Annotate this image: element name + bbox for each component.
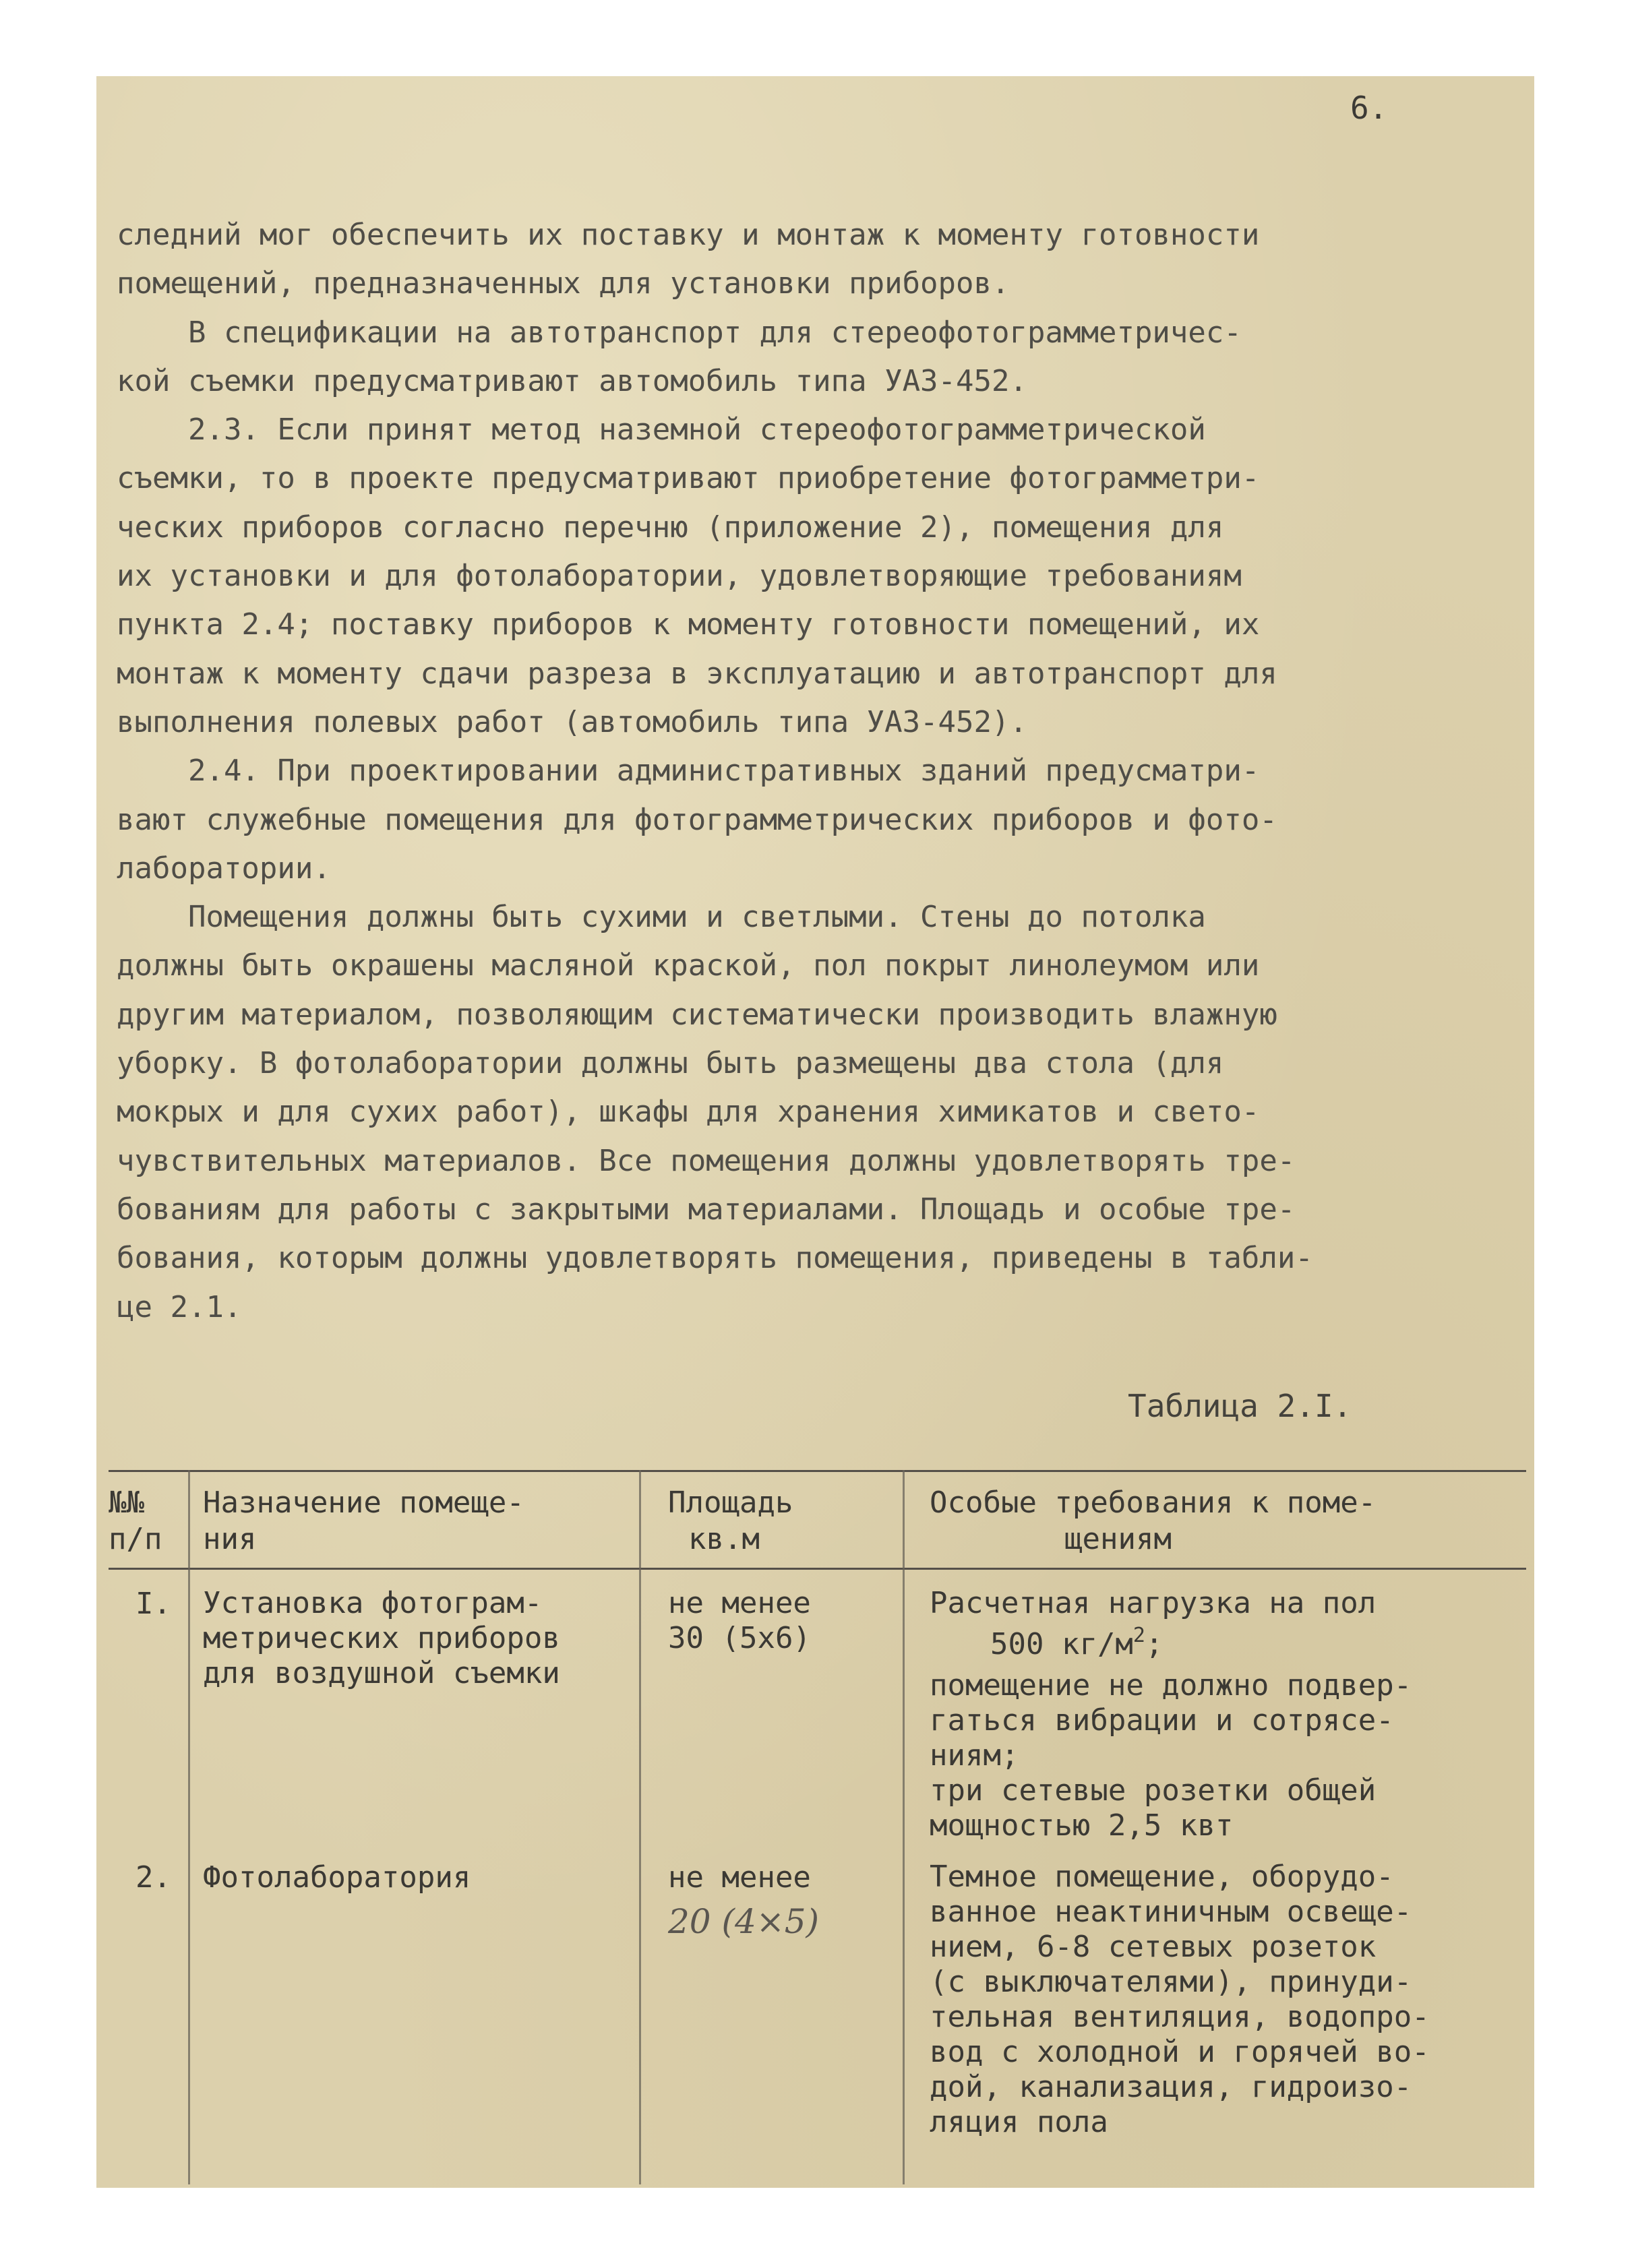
text-line: мокрых и для сухих работ), шкафы для хранения химикатов и свето-: [117, 1095, 1260, 1130]
text-line: монтаж к моменту сдачи разреза в эксплуатацию и автотранспорт для: [117, 656, 1277, 691]
text-line: бованиям для работы с закрытыми материалами. Площадь и особые тре-: [117, 1192, 1296, 1227]
text-line: вают служебные помещения для фотограмметрических приборов и фото-: [117, 802, 1277, 837]
table-caption: Таблица 2.I.: [1128, 1388, 1352, 1424]
row-1-purpose: Установка фотограм- метрических приборов для воздушной съемки: [203, 1586, 560, 1690]
text-line: съемки, то в проекте предусматривают приобретение фотограмметри-: [117, 461, 1260, 496]
text-line: бования, которым должны удовлетворять помещения, приведены в табли-: [117, 1241, 1313, 1276]
row-2-purpose: Фотолаборатория: [203, 1860, 471, 1895]
document-page: [96, 76, 1534, 2188]
text-line: це 2.1.: [117, 1289, 242, 1324]
row-2-area: не менее 20 (4×5): [668, 1860, 819, 1947]
header-purpose: Назначение помеще- ния: [203, 1485, 524, 1556]
text-line: Помещения должны быть сухими и светлыми. Стены до потолка: [117, 900, 1206, 935]
row-2-requirements: Темное помещение, оборудо- ванное неактиничным освеще- нием, 6-8 сетевых розеток (с выключателями), принуди- тельная вентиляция, водопро- вод с холодной и горячей во- дой, канализация, гидроизо- ляция пола: [930, 1860, 1430, 2139]
header-area: Площадь кв.м: [668, 1485, 793, 1556]
requirements-table: [109, 1470, 1526, 2184]
text-line: другим материалом, позволяющим систематически производить влажную: [117, 997, 1277, 1032]
text-line: кой съемки предусматривают автомобиль типа УАЗ-452.: [117, 363, 1028, 398]
table-header-rule: [109, 1568, 1526, 1570]
table-top-rule: [109, 1470, 1526, 1472]
floor-load-value: 500 $кг/м^2$;: [990, 1624, 1163, 1661]
body-text: [117, 211, 1505, 1332]
text-line: лаборатории.: [117, 851, 331, 886]
text-line: пункта 2.4; поставку приборов к моменту готовности помещений, их: [117, 607, 1260, 642]
page-number: 6.: [1350, 90, 1388, 126]
text-line: уборку. В фотолаборатории должны быть размещены два стола (для: [117, 1046, 1224, 1081]
text-line: следний мог обеспечить их поставку и монтаж к моменту готовности: [117, 218, 1260, 252]
row-1-area: не менее 30 (5х6): [668, 1586, 811, 1655]
row-1-number: I.: [135, 1587, 171, 1621]
column-divider: [903, 1470, 905, 2184]
text-line: 2.4. При проектировании административных зданий предусматри-: [117, 754, 1260, 789]
text-line: ческих приборов согласно перечню (приложение 2), помещения для: [117, 510, 1224, 545]
column-divider: [188, 1470, 190, 2184]
row-2-number: 2.: [135, 1860, 171, 1895]
row-1-requirements: Расчетная нагрузка на пол 500 $кг/м^2$; помещение не должно подвер- гаться вибрации и сотрясе- ниям; три сетевые розетки общей мощностью 2,5 квт: [930, 1586, 1412, 1843]
text-line: чувствительных материалов. Все помещения должны удовлетворять тре-: [117, 1143, 1296, 1178]
text-line: помещений, предназначенных для установки приборов.: [117, 266, 1010, 301]
text-line: выполнения полевых работ (автомобиль типа УАЗ-452).: [117, 704, 1028, 739]
header-number: №№ п/п: [109, 1485, 162, 1556]
text-line: должны быть окрашены масляной краской, пол покрыт линолеумом или: [117, 948, 1260, 983]
text-line: В спецификации на автотранспорт для стереофотограмметричес-: [117, 315, 1242, 350]
text-line: их установки и для фотолаборатории, удовлетворяющие требованиям: [117, 559, 1242, 594]
handwritten-area: 20 (4×5): [668, 1902, 820, 1941]
text-line: 2.3. Если принят метод наземной стереофотограмметрической: [117, 412, 1206, 448]
header-requirements: Особые требования к поме- щениям: [930, 1485, 1377, 1556]
column-divider: [639, 1470, 641, 2184]
